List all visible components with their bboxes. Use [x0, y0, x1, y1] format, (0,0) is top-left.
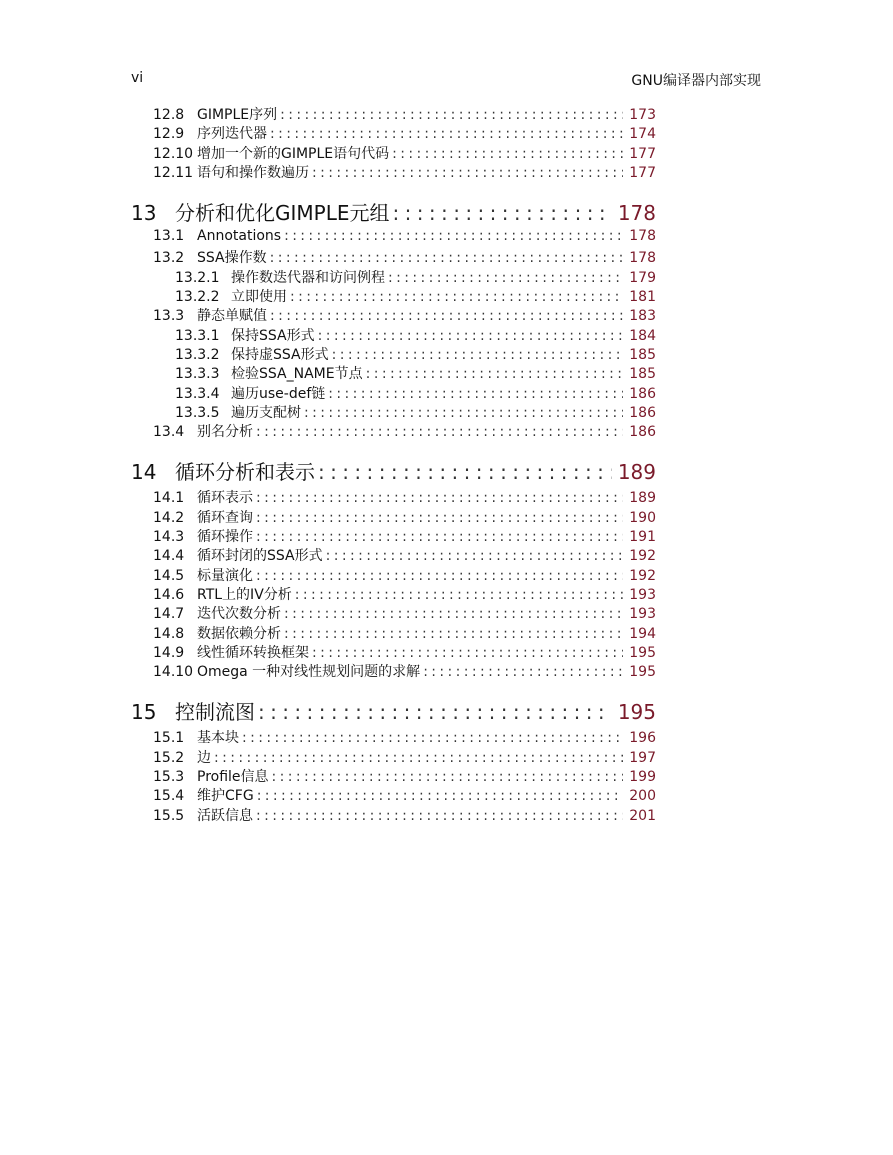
leader-dots [388, 270, 623, 286]
toc-subsection-entry[interactable] [131, 363, 656, 382]
leader-dots [256, 490, 623, 506]
toc-section-entry[interactable] [131, 584, 656, 603]
leader-dots [272, 769, 624, 785]
toc-chapter-entry[interactable] [131, 197, 656, 225]
entry-number: 13.2 [153, 250, 185, 267]
toc-section-entry[interactable] [131, 766, 656, 785]
toc-section-entry[interactable] [131, 642, 656, 661]
entry-title: 操作数迭代器和访问例程 [231, 269, 385, 286]
entry-page: 186 [629, 424, 656, 441]
entry-page: 177 [629, 164, 656, 181]
entry-title: 循环查询 [197, 509, 253, 526]
entry-page: 195 [629, 664, 656, 681]
toc-section-entry[interactable] [131, 487, 656, 506]
entry-number: 13.1 [153, 228, 185, 245]
leader-dots [290, 289, 623, 305]
toc-subsection-entry[interactable] [131, 267, 656, 286]
leader-dots [257, 788, 624, 804]
entry-title: 边 [197, 749, 211, 766]
entry-number: 14.7 [153, 606, 185, 623]
entry-title: 保持虚SSA形式 [231, 346, 329, 363]
leader-dots [326, 548, 624, 564]
entry-number: 12.8 [153, 107, 185, 123]
entry-page: 192 [629, 548, 656, 565]
entry-number: 15 [131, 700, 157, 725]
entry-page: 177 [629, 145, 656, 162]
toc-subsection-entry[interactable] [131, 383, 656, 402]
entry-page: 194 [629, 625, 656, 642]
toc-subsection-entry[interactable] [131, 402, 656, 421]
toc-section-entry[interactable] [131, 785, 656, 804]
entry-number: 14.4 [153, 548, 185, 565]
entry-title: SSA操作数 [197, 250, 267, 267]
toc-section-entry[interactable] [131, 545, 656, 564]
entry-page: 173 [629, 107, 656, 123]
toc-chapter-entry[interactable] [131, 456, 656, 484]
entry-title: 别名分析 [197, 424, 253, 441]
entry-number: 13.3.2 [175, 346, 220, 363]
entry-page: 184 [629, 327, 656, 344]
toc-section-entry[interactable] [131, 507, 656, 526]
entry-page: 193 [629, 586, 656, 603]
leader-dots [256, 510, 623, 526]
toc-section-entry[interactable] [131, 162, 656, 181]
leader-dots [270, 126, 623, 142]
leader-dots [312, 645, 623, 661]
entry-page: 189 [617, 460, 656, 485]
entry-number: 13.2.2 [175, 289, 220, 306]
toc-section-entry[interactable] [131, 228, 656, 247]
entry-title: GIMPLE序列 [197, 107, 278, 123]
running-title: GNU编译器内部实现 [631, 73, 761, 89]
leader-dots [214, 750, 623, 766]
entry-page: 199 [629, 769, 656, 786]
entry-number: 15.1 [153, 730, 185, 747]
entry-page: 191 [629, 529, 656, 546]
leader-dots [242, 730, 623, 746]
toc-subsection-entry[interactable] [131, 325, 656, 344]
leader-dots [392, 146, 623, 162]
toc-section-entry[interactable] [131, 565, 656, 584]
toc-section-entry[interactable] [131, 123, 656, 142]
entry-page: 192 [629, 567, 656, 584]
entry-number: 14.5 [153, 567, 185, 584]
toc-section-entry[interactable] [131, 421, 656, 440]
leader-dots [284, 228, 623, 244]
entry-number: 13.3.5 [175, 404, 220, 421]
entry-number: 14.10 [153, 664, 194, 681]
entry-number: 15.4 [153, 788, 185, 805]
entry-number: 12.9 [153, 126, 185, 143]
entry-title: 控制流图 [175, 700, 255, 725]
entry-number: 12.11 [153, 164, 194, 181]
entry-title: 语句和操作数遍历 [197, 164, 309, 181]
toc-section-entry[interactable] [131, 623, 656, 642]
entry-number: 13.3.4 [175, 385, 220, 402]
entry-number: 14.9 [153, 644, 185, 661]
entry-title: 立即使用 [231, 289, 287, 306]
page-number: vi [131, 70, 144, 86]
entry-page: 197 [629, 749, 656, 766]
toc-subsection-entry[interactable] [131, 344, 656, 363]
entry-title: Profile信息 [197, 769, 269, 786]
entry-number: 14 [131, 460, 157, 485]
toc-section-entry[interactable] [131, 603, 656, 622]
entry-title: 维护CFG [197, 788, 254, 805]
entry-page: 186 [629, 385, 656, 402]
entry-page: 201 [629, 807, 656, 824]
entry-page: 178 [617, 201, 656, 226]
entry-title: 活跃信息 [197, 807, 253, 824]
page-header [131, 70, 761, 90]
entry-page: 185 [629, 346, 656, 363]
entry-number: 15.2 [153, 749, 185, 766]
entry-title: 分析和优化GIMPLE元组 [175, 201, 390, 226]
entry-title: 循环分析和表示 [175, 460, 315, 485]
table-of-contents [131, 104, 656, 824]
entry-title: 循环操作 [197, 529, 253, 546]
entry-number: 13.2.1 [175, 269, 220, 286]
leader-dots [270, 250, 624, 266]
toc-section-entry[interactable] [131, 805, 656, 824]
leader-dots [423, 664, 623, 680]
toc-section-entry[interactable] [131, 104, 656, 123]
leader-dots [318, 328, 624, 344]
entry-number: 14.6 [153, 586, 185, 603]
entry-number: 13.4 [153, 424, 185, 441]
toc-section-entry[interactable] [131, 661, 656, 680]
entry-number: 15.3 [153, 769, 185, 786]
entry-number: 14.1 [153, 490, 185, 507]
entry-title: 基本块 [197, 730, 239, 747]
leader-dots [280, 107, 623, 123]
leader-dots [256, 529, 623, 545]
leader-dots [312, 165, 623, 181]
entry-title: 循环表示 [197, 490, 253, 507]
entry-number: 12.10 [153, 145, 194, 162]
toc-chapter-entry[interactable] [131, 696, 656, 724]
entry-page: 186 [629, 404, 656, 421]
entry-title: 保持SSA形式 [231, 327, 315, 344]
entry-page: 178 [629, 228, 656, 245]
leader-dots [328, 386, 623, 402]
entry-title: 迭代次数分析 [197, 606, 281, 623]
leader-dots [256, 568, 623, 584]
leader-dots [256, 424, 623, 440]
leader-dots [284, 606, 623, 622]
leader-dots [284, 626, 623, 642]
toc-section-entry[interactable] [131, 305, 656, 324]
leader-dots [295, 587, 623, 603]
entry-number: 13.3.3 [175, 366, 220, 383]
entry-title: 遍历支配树 [231, 404, 301, 421]
leader-dots [393, 201, 612, 225]
entry-page: 190 [629, 509, 656, 526]
entry-title: 线性循环转换框架 [197, 644, 309, 661]
entry-title: 标量演化 [197, 567, 253, 584]
entry-number: 14.8 [153, 625, 185, 642]
entry-title: Annotations [197, 228, 282, 245]
leader-dots [366, 366, 624, 382]
entry-title: 序列迭代器 [197, 126, 267, 143]
entry-page: 179 [629, 269, 656, 286]
leader-dots [258, 700, 612, 724]
entry-page: 189 [629, 490, 656, 507]
entry-page: 183 [629, 308, 656, 325]
leader-dots [332, 347, 624, 363]
entry-page: 195 [617, 700, 656, 725]
toc-section-entry[interactable] [131, 747, 656, 766]
toc-section-entry[interactable] [131, 526, 656, 545]
toc-section-entry[interactable] [131, 143, 656, 162]
entry-number: 13 [131, 201, 157, 226]
entry-number: 14.2 [153, 509, 185, 526]
entry-page: 200 [629, 788, 656, 805]
entry-page: 178 [629, 250, 656, 267]
leader-dots [304, 405, 623, 421]
entry-title: 循环封闭的SSA形式 [197, 548, 323, 565]
entry-title: 遍历use-def链 [231, 385, 326, 402]
leader-dots [318, 460, 612, 484]
toc-section-entry[interactable] [131, 247, 656, 266]
entry-title: Omega 一种对线性规划问题的求解 [197, 664, 421, 681]
toc-section-entry[interactable] [131, 727, 656, 746]
entry-title: 检验SSA_NAME节点 [231, 366, 363, 383]
entry-page: 174 [629, 126, 656, 143]
entry-number: 13.3.1 [175, 327, 220, 344]
entry-page: 195 [629, 644, 656, 661]
entry-title: 增加一个新的GIMPLE语句代码 [197, 145, 390, 162]
entry-number: 13.3 [153, 308, 185, 325]
entry-page: 181 [629, 289, 656, 306]
entry-number: 15.5 [153, 807, 185, 824]
entry-title: 数据依赖分析 [197, 625, 281, 642]
entry-number: 14.3 [153, 529, 185, 546]
entry-page: 193 [629, 606, 656, 623]
entry-page: 196 [629, 730, 656, 747]
leader-dots [270, 308, 623, 324]
entry-title: RTL上的IV分析 [197, 586, 292, 603]
toc-subsection-entry[interactable] [131, 286, 656, 305]
entry-title: 静态单赋值 [197, 308, 267, 325]
entry-page: 185 [629, 366, 656, 383]
leader-dots [256, 808, 623, 824]
